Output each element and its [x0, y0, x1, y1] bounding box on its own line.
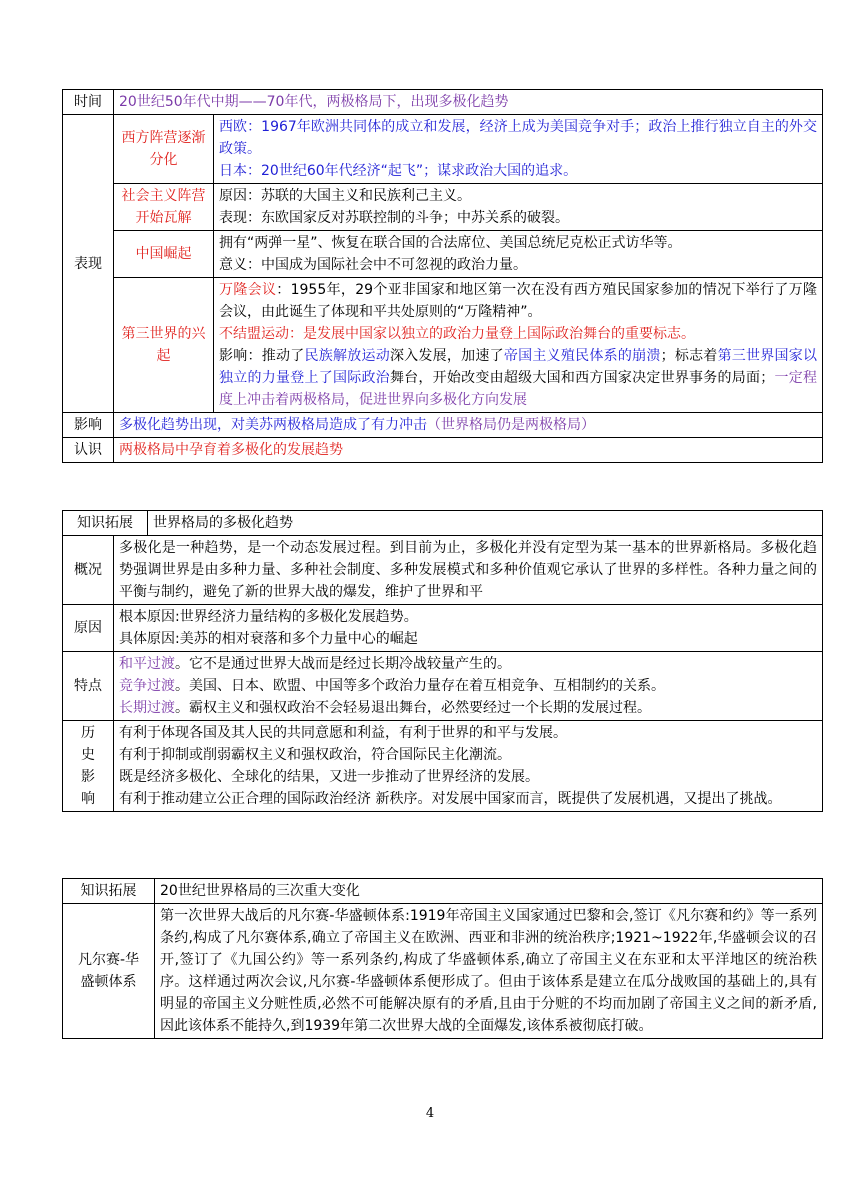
table-multipolar-trend — [62, 510, 823, 812]
table-bipolar-multipolar — [62, 89, 823, 463]
cognition-value: 两极格局中孕育着多极化的发展趋势 — [114, 438, 823, 463]
feature-3 — [119, 697, 817, 719]
reason-1: 根本原因:世界经济力量结构的多极化发展趋势。 — [119, 609, 418, 625]
impact-b: 民族解放运动 — [304, 348, 390, 364]
third-world-label: 第三世界的兴起 — [114, 278, 214, 413]
history-3: 既是经济多极化、全球化的结果，又进一步推动了世界经济的发展。 — [119, 769, 539, 785]
table-row — [63, 605, 823, 652]
table-row — [63, 90, 823, 115]
feature-3-text: 。霸权主义和强权政治不会轻易退出舞台，必然要经过一个长期的发展过程。 — [175, 700, 651, 716]
impact-d: 帝国主义殖民体系的崩溃 — [503, 348, 661, 364]
history-1: 有利于体现各国及其人民的共同意愿和利益，有利于世界的和平与发展。 — [119, 725, 567, 741]
west-content — [214, 115, 823, 184]
bandung-title: 万隆会议 — [219, 282, 277, 298]
influence-b: （世界格局仍是两极格局） — [427, 417, 595, 433]
feature-2-title: 竞争过渡 — [119, 678, 175, 694]
china-line-2: 意义：中国成为国际社会中不可忽视的政治力量。 — [219, 257, 527, 273]
nonaligned-line: 不结盟运动：是发展中国家以独立的政治力量登上国际政治舞台的重要标志。 — [219, 326, 695, 342]
header-title: 世界格局的多极化趋势 — [148, 511, 823, 536]
feature-1-title: 和平过渡 — [119, 656, 175, 672]
history-content — [114, 721, 823, 812]
influence-label: 影响 — [63, 413, 114, 438]
china-content — [214, 231, 823, 278]
impact-e: ；标志着 — [660, 348, 718, 364]
table-row — [63, 652, 823, 721]
impact-a: 影响：推动了 — [219, 348, 305, 364]
versailles-text: 第一次世界大战后的凡尔赛-华盛顿体系:1919年帝国主义国家通过巴黎和会,签订《凡尔赛和约》等一系列条约,构成了凡尔赛体系,确立了帝国主义在欧洲、西亚和非洲的统治秩序;1921~1922年,华盛顿会议的召开,签订了《九国公约》等一系列条约,构成了华盛顿体系,确立了帝国主义在东亚和太平洋地区的统治秩序。这样通过两次会议,凡尔赛-华盛顿体系便形成了。但由于该体系是建立在瓜分战败国的基础上的,具有明显的帝国主义分赃性质,必然不可能解决原有的矛盾,且由于分赃的不均而加剧了帝国主义之间的新矛盾,因此该体系不能持久,到1939年第二次世界大战的全面爆发,该体系被彻底打破。 — [155, 904, 823, 1039]
influence-a: 多极化趋势出现，对美苏两极格局造成了有力冲击 — [119, 417, 427, 433]
header-label: 知识拓展 — [63, 511, 148, 536]
impact-c: 深入发展，加速了 — [389, 348, 504, 364]
west-label: 西方阵营逐渐分化 — [114, 115, 214, 184]
table-three-changes — [62, 878, 823, 1039]
west-line-2: 日本：20世纪60年代经济“起飞”；谋求政治大国的追求。 — [219, 163, 578, 179]
feature-content — [114, 652, 823, 721]
bandung-line — [219, 279, 817, 323]
socialist-content — [214, 184, 823, 231]
feature-1-text: 。它不是通过世界大战而是经过长期冷战较量产生的。 — [175, 656, 511, 672]
impact-h: 一定程度上冲击着两极格局，促进世界向多极化方向发展 — [219, 370, 818, 408]
page-number: 4 — [425, 1106, 435, 1121]
reason-label: 原因 — [63, 605, 114, 652]
time-label: 时间 — [63, 90, 114, 115]
table-row — [63, 184, 823, 231]
overview-text: 多极化是一种趋势，是一个动态发展过程。到目前为止，多极化并没有定型为某一基本的世界新格局。多极化趋势强调世界是由多种力量、多种社会制度、多种发展模式和多种价值观它承认了世界的多样性。各种力量之间的平衡与制约，避免了新的世界大战的爆发，维护了世界和平 — [114, 536, 823, 605]
reason-2: 具体原因:美苏的相对衰落和多个力量中心的崛起 — [119, 631, 418, 647]
table-row — [63, 536, 823, 605]
cognition-label: 认识 — [63, 438, 114, 463]
bandung-text: ：1955年，29个亚非国家和地区第一次在没有西方殖民国家参加的情况下举行了万隆会议，由此诞生了体现和平共处原则的“万隆精神”。 — [219, 282, 817, 320]
impact-line — [219, 345, 817, 411]
reason-content — [114, 605, 823, 652]
impact-g: 舞台，开始改变由超级大国和西方国家决定世界事务的局面； — [389, 370, 775, 386]
feature-1 — [119, 653, 817, 675]
socialist-line-1: 原因：苏联的大国主义和民族利己主义。 — [219, 188, 471, 204]
time-value: 20世纪50年代中期——70年代，两极格局下，出现多极化趋势 — [114, 90, 823, 115]
third-world-content — [214, 278, 823, 413]
feature-3-title: 长期过渡 — [119, 700, 175, 716]
china-label: 中国崛起 — [114, 231, 214, 278]
west-line-1: 西欧：1967年欧洲共同体的成立和发展，经济上成为美国竞争对手；政治上推行独立自主的外交政策。 — [219, 119, 817, 157]
feature-label: 特点 — [63, 652, 114, 721]
table-row — [63, 278, 823, 413]
feature-2 — [119, 675, 817, 697]
table-row — [63, 438, 823, 463]
table-row — [63, 721, 823, 812]
history-2: 有利于抑制或削弱霸权主义和强权政治，符合国际民主化潮流。 — [119, 747, 511, 763]
header-label: 知识拓展 — [63, 879, 155, 904]
table-row — [63, 115, 823, 184]
table-row — [63, 413, 823, 438]
table-row — [63, 904, 823, 1039]
influence-value — [114, 413, 823, 438]
header-title: 20世纪世界格局的三次重大变化 — [155, 879, 823, 904]
impact-f: 第三世界国家以独立的力量登上了国际政治 — [219, 348, 818, 386]
history-4: 有利于推动建立公正合理的国际政治经济 新秩序。对发展中国家而言，既提供了发展机遇，又提出了挑战。 — [119, 791, 782, 807]
socialist-label: 社会主义阵营开始瓦解 — [114, 184, 214, 231]
table-row — [63, 511, 823, 536]
table-row — [63, 879, 823, 904]
overview-label: 概况 — [63, 536, 114, 605]
history-label: 历史影响 — [63, 721, 114, 812]
china-line-1: 拥有“两弹一星”、恢复在联合国的合法席位、美国总统尼克松正式访华等。 — [219, 235, 682, 251]
table-row — [63, 231, 823, 278]
socialist-line-2: 表现：东欧国家反对苏联控制的斗争；中苏关系的破裂。 — [219, 210, 569, 226]
versailles-label: 凡尔赛-华盛顿体系 — [63, 904, 155, 1039]
feature-2-text: 。美国、日本、欧盟、中国等多个政治力量存在着互相竞争、互相制约的关系。 — [175, 678, 665, 694]
biaoxian-label: 表现 — [63, 115, 114, 413]
